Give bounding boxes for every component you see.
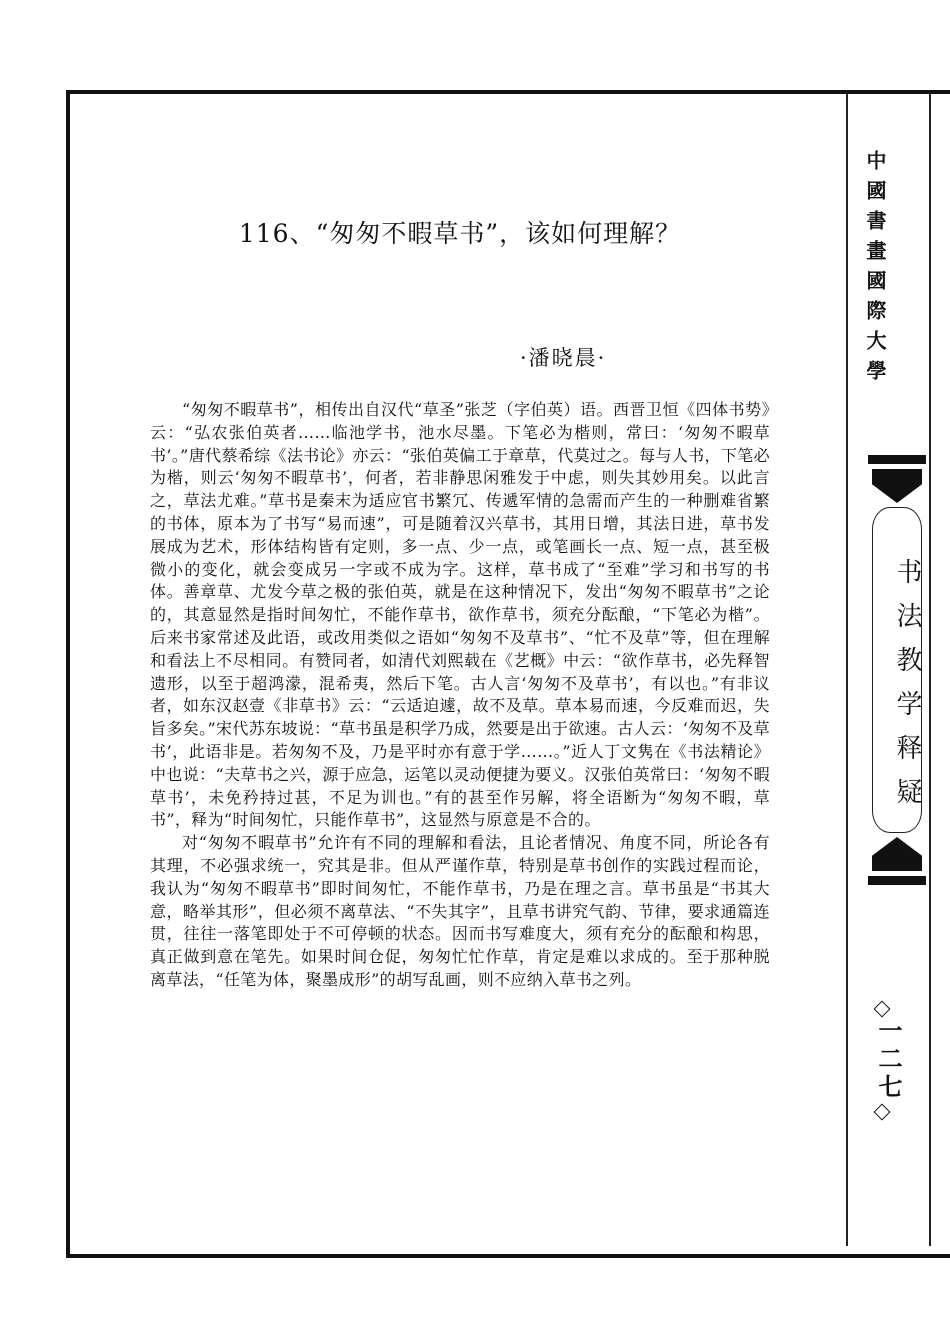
sidebar-divider-outer xyxy=(929,94,931,1246)
paragraph: 对“匆匆不暇草书”允许有不同的理解和看法，且论者情况、角度不同，所论各有其理，不必强求统一，究其是非。但从严谨作草，特别是草书创作的实践过程而论，我认为“匆匆不暇草书”即时间匆忙，不能作草书，乃是在理之言。草书虽是“书其大意，略举其形”，但必须不离草法、“不失其字”，且草书讲究气韵、节律，要求通篇连贯，往往一落笔即处于不可停顿的状态。因而书写难度大，须有充分的酝酿和构思，真正做到意在笔先。如果时间仓促，匆匆忙忙作草，肯定是难以求成的。至于那种脱离草法，“任笔为体，聚墨成形”的胡写乱画，则不应纳入草书之列。 xyxy=(150,833,770,989)
banner-top-bar xyxy=(868,455,926,464)
banner-bottom-bar xyxy=(868,876,926,885)
banner-top-cap xyxy=(872,469,922,503)
university-name: 中國書畫國際大學 xyxy=(863,150,887,390)
author-name: ·潘晓晨· xyxy=(520,346,607,370)
sidebar-divider xyxy=(846,94,848,1246)
article-body xyxy=(150,399,770,992)
article-title: 116、“匆匆不暇草书”，该如何理解？ xyxy=(238,219,682,248)
book-title: 书法教学释疑 xyxy=(892,558,922,822)
page-number: 一二七 xyxy=(874,1018,903,1102)
paragraph: “匆匆不暇草书”，相传出自汉代“草圣”张芝（字伯英）语。西晋卫恒《四体书势》云：“弘农张伯英者……临池学书，池水尽墨。下笔必为楷则，常曰：‘匆匆不暇草书’。”唐代蔡希综《法书论》亦云：“张伯英偏工于章草，代莫过之。每与人书，下笔必为楷，则云‘匆匆不暇草书’，何者，若非静思闲雅发于中虑，则失其妙用矣。以此言之，草法尤难。”草书是秦末为适应官书繁冗、传遞军情的急需而产生的一种删难省繁的书体，原本为了书写“易而速”，可是随着汉兴草书，其用日增，其法日进，草书发展成为艺术，形体结构皆有定则，多一点、少一点，或笔画长一点、短一点，甚至极微小的变化，就会变成另一字或不成为字。这样，草书成了“至难”学习和书写的书体。善章草、尤发今草之极的张伯英，就是在这种情况下，发出“匆匆不暇草书”之论的，其意显然是指时间匆忙，不能作草书，欲作草书，须充分酝酿，“下笔必为楷”。后来书家常述及此语，或改用类似之语如“匆匆不及草书”、“忙不及草”等，但在理解和看法上不尽相同。有赞同者，如清代刘熙载在《艺概》中云：“欲作草书，必先释智遗形，以至于超鸿濛，混希夷，然后下笔。古人言‘匆匆不及草书’，有以也。”有非议者，如东汉赵壹《非草书》云：“云适迫遽，故不及草。草本易而速，今反难而迟，失旨多矣。”宋代苏东坡说：“草书虽是积学乃成，然要是出于欲速。古人云：‘匆匆不及草书’，此语非是。若匆匆不及，乃是平时亦有意于学……。”近人丁文隽在《书法精论》中也说：“夫草书之兴，源于应急，运笔以灵动便捷为要义。汉张伯英常曰：‘匆匆不暇草书’，未免矜持过甚，不足为训也。”有的甚至作另解，将全语断为“匆匆不暇，草书”，释为“时间匆忙，只能作草书”，这显然与原意是不合的。 xyxy=(150,400,770,830)
